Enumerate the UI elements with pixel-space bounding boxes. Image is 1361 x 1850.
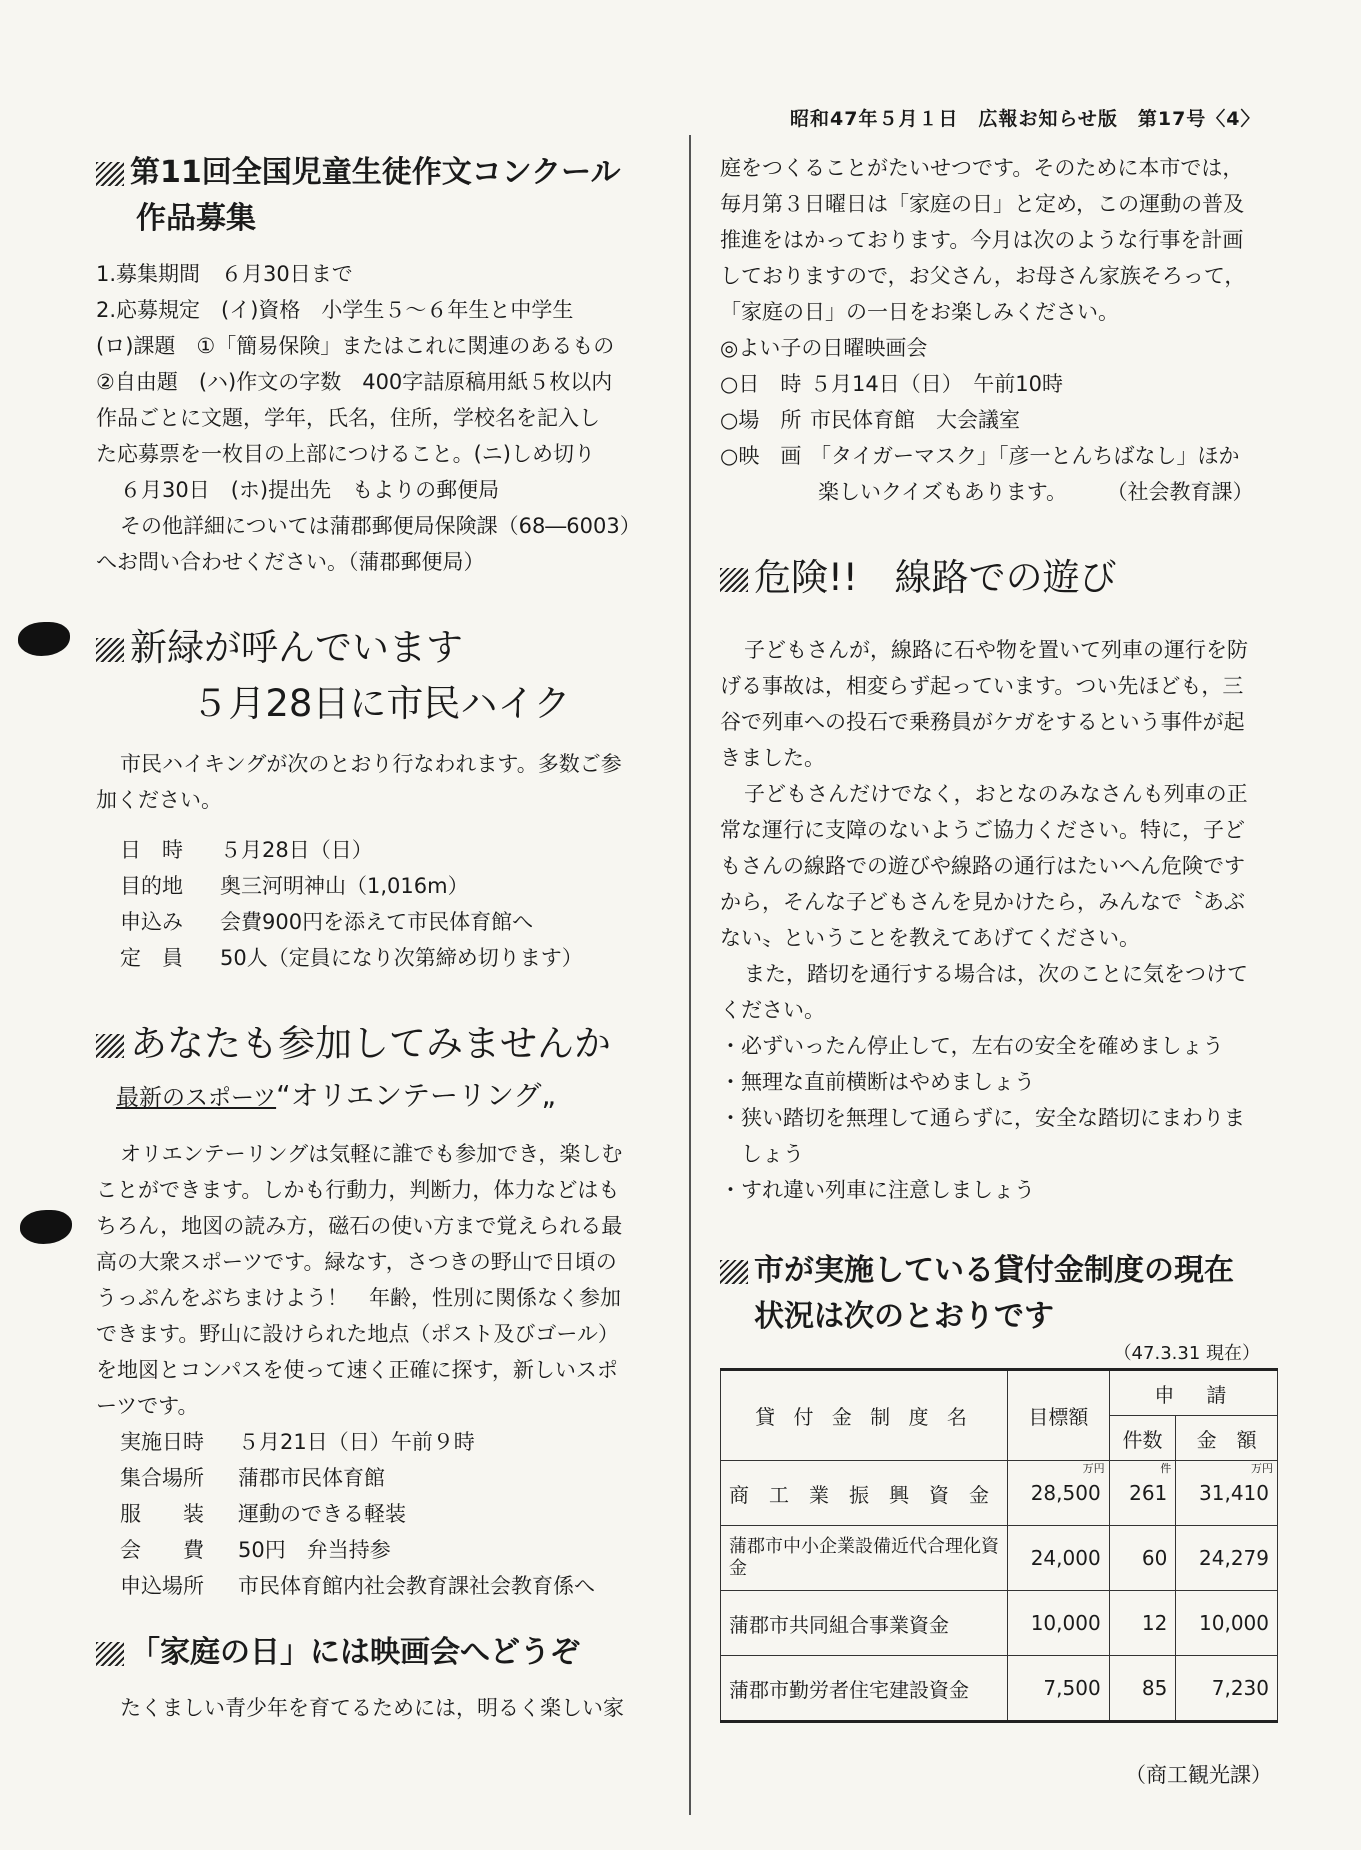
loan-count: 85 (1109, 1656, 1176, 1722)
family-day-line: 毎月第３日曜日は「家庭の日」と定め，この運動の普及 (720, 192, 1245, 216)
family-day-credit: （社会教育課） (1117, 480, 1254, 504)
orienteering-subtitle: “オリエンテーリング„ (276, 1079, 556, 1112)
railway-bullet: ・無理な直前横断はやめましょう (720, 1070, 1035, 1094)
header-target: 目標額 (1008, 1370, 1110, 1461)
loan-target: 10,000 (1008, 1591, 1110, 1656)
railway-bullet: ・必ずいったん停止して，左右の安全を確めましょう (720, 1034, 1224, 1058)
composition-line: へお問い合わせください。（蒲郡郵便局） (96, 550, 485, 574)
family-day-lead: たくましい青少年を育てるためには，明るく楽しい家 (120, 1696, 624, 1720)
orienteering-detail-row: 申込場所 市民体育館内社会教育課社会教育係へ (120, 1574, 595, 1598)
hike-intro: 市民ハイキングが次のとおり行なわれます。多数ご参 (120, 752, 622, 776)
loans-article (720, 1248, 1280, 1793)
orienteering-line: うっぷんをぶちまけよう！ 年齢，性別に関係なく参加 (96, 1286, 621, 1310)
header-amount: 金 額 (1176, 1416, 1278, 1461)
header-name: 貸 付 金 制 度 名 (721, 1370, 1008, 1461)
family-day-title: 「家庭の日」には映画会へどうぞ (130, 1635, 580, 1670)
railway-title: 危険!! 線路での遊び (754, 556, 1117, 599)
loan-count: 件 261 (1109, 1461, 1176, 1526)
railway-line: ない〟ということを教えてあげてください。 (720, 926, 1140, 950)
family-day-line: 庭をつくることがたいせつです。そのために本市では， (720, 156, 1244, 180)
unit-label: 万円 (1082, 1462, 1105, 1475)
railway-line: から，そんな子どもさんを見かけたら，みんなで〝あぶ (720, 890, 1245, 914)
orienteering-title: あなたも参加してみませんか (130, 1022, 611, 1065)
railway-bullet: しょう (720, 1142, 804, 1166)
loan-name: 商 工 業 振 興 資 金 (721, 1461, 1008, 1526)
railway-line: ください。 (720, 998, 825, 1022)
composition-line: 2.応募規定 (イ)資格 小学生５～６年生と中学生 (96, 298, 574, 322)
right-column (720, 150, 1280, 1793)
loan-name: 蒲郡市勤労者住宅建設資金 (721, 1656, 1008, 1722)
orienteering-line: を地図とコンパスを使って速く正確に探す，新しいスポ (96, 1358, 618, 1382)
hike-detail-row: 申込み 会費900円を添えて市民体育館へ (120, 910, 534, 934)
orienteering-detail-row: 会 費 50円 弁当持参 (120, 1538, 391, 1562)
composition-line: その他詳細については蒲郡郵便局保険課（68―6003） (120, 514, 641, 538)
orienteering-detail-row: 服 装 運動のできる軽装 (120, 1502, 406, 1526)
hike-intro: 加ください。 (96, 788, 222, 812)
left-column (96, 150, 666, 1726)
loan-target: 7,500 (1008, 1656, 1110, 1722)
railway-line: きました。 (720, 746, 825, 770)
composition-line: ６月30日 (ホ)提出先 もよりの郵便局 (120, 478, 500, 502)
railway-line: 子どもさんが，線路に石や物を置いて列車の運行を防 (744, 638, 1248, 662)
hike-subtitle: ５月28日に市民ハイク (191, 682, 571, 725)
loan-amount: 万円 31,410 (1176, 1461, 1278, 1526)
family-day-line: 推進をはかっております。今月は次のような行事を計画 (720, 228, 1244, 252)
railway-line: もさんの線路での遊びや線路の通行はたいへん危険です (720, 854, 1245, 878)
railway-line: げる事故は，相変らず起っています。つい先ほども，三 (720, 674, 1244, 698)
orienteering-detail-row: 集合場所 蒲郡市民体育館 (120, 1466, 385, 1490)
loans-title: 市が実施している貸付金制度の現在 (754, 1253, 1234, 1288)
loan-amount: 7,230 (1176, 1656, 1278, 1722)
hike-article (96, 620, 666, 976)
event-row: ○日 時 ５月14日（日） 午前10時 (720, 372, 1063, 396)
hike-title: 新緑が呼んでいます (130, 626, 463, 669)
event-title: ◎よい子の日曜映画会 (720, 336, 928, 360)
header-applied: 申 請 (1109, 1370, 1277, 1416)
hike-detail-row: 目的地 奥三河明神山（1,016m） (120, 874, 469, 898)
composition-line: 1.募集期間 ６月30日まで (96, 262, 353, 286)
railway-line: また，踏切を通行する場合は，次のことに気をつけて (744, 962, 1248, 986)
event-note: 楽しいクイズもあります。 （社会教育課） (818, 480, 1254, 504)
family-day-line: 「家庭の日」の一日をお楽しみください。 (720, 300, 1119, 324)
hike-detail-row: 日 時 ５月28日（日） (120, 838, 373, 862)
orienteering-label: 最新のスポーツ (116, 1085, 277, 1111)
railway-article (720, 550, 1280, 1208)
hike-detail-row: 定 員 50人（定員になり次第締め切ります） (120, 946, 583, 970)
loans-subtitle: 状況は次のとおりです (754, 1299, 1054, 1334)
heading-hatch-icon (96, 638, 124, 662)
orienteering-line: ーツです。 (96, 1394, 199, 1418)
loan-name: 蒲郡市中小企業設備近代合理化資金 (721, 1526, 1008, 1591)
ink-blot (18, 622, 70, 656)
orienteering-line: ことができます。しかも行動力，判断力，体力などはも (96, 1178, 620, 1202)
unit-label: 件 (1160, 1462, 1172, 1475)
heading-hatch-icon (96, 1034, 124, 1058)
event-row: ○映 画 「タイガーマスク」「彦一とんちばなし」ほか (720, 444, 1240, 468)
loans-as-of: （47.3.31 現在） (1113, 1343, 1260, 1364)
header-count: 件数 (1109, 1416, 1176, 1461)
family-day-continued (720, 150, 1280, 510)
loan-amount: 10,000 (1176, 1591, 1278, 1656)
loans-table (720, 1368, 1278, 1723)
loan-amount: 24,279 (1176, 1526, 1278, 1591)
orienteering-detail-row: 実施日時 ５月21日（日）午前９時 (120, 1430, 475, 1454)
table-header-row (721, 1370, 1278, 1416)
table-row (721, 1591, 1278, 1656)
composition-subtitle: 作品募集 (136, 201, 256, 236)
column-divider (689, 135, 691, 1815)
composition-title: 第11回全国児童生徒作文コンクール (130, 155, 621, 190)
table-row (721, 1656, 1278, 1722)
table-row (721, 1526, 1278, 1591)
orienteering-line: オリエンテーリングは気軽に誰でも参加でき，楽しむ (120, 1142, 623, 1166)
orienteering-line: 高の大衆スポーツです。緑なす，さつきの野山で日頃の (96, 1250, 617, 1274)
ink-blot (20, 1210, 72, 1244)
heading-hatch-icon (96, 1642, 124, 1666)
loan-target: 万円 28,500 (1008, 1461, 1110, 1526)
family-day-line: しておりますので，お父さん，お母さん家族そろって， (720, 264, 1246, 288)
page-header: 昭和47年５月１日 広報お知らせ版 第17号〈4〉 (790, 108, 1261, 130)
orienteering-line: できます。野山に設けられた地点（ポスト及びゴール） (96, 1322, 619, 1346)
composition-line: 作品ごとに文題，学年，氏名，住所，学校名を記入し (96, 406, 600, 430)
family-day-article (96, 1630, 666, 1726)
heading-hatch-icon (720, 1260, 748, 1284)
loan-count: 60 (1109, 1526, 1176, 1591)
railway-bullet: ・すれ違い列車に注意しましょう (720, 1178, 1035, 1202)
loan-target: 24,000 (1008, 1526, 1110, 1591)
loan-name: 蒲郡市共同組合事業資金 (721, 1591, 1008, 1656)
railway-line: 子どもさんだけでなく，おとなのみなさんも列車の正 (744, 782, 1248, 806)
railway-line: 常な運行に支障のないようご協力ください。特に，子ど (720, 818, 1245, 842)
unit-label: 万円 (1251, 1462, 1273, 1475)
composition-article (96, 150, 666, 580)
composition-line: ②自由題 (ハ)作文の字数 400字詰原稿用紙５枚以内 (96, 370, 613, 394)
composition-line: (ロ)課題 ①「簡易保険」またはこれに関連のあるもの (96, 334, 615, 358)
loans-credit: （商工観光課） (1125, 1763, 1272, 1787)
composition-line: た応募票を一枚目の上部につけること。(ニ)しめ切り (96, 442, 595, 466)
event-row: ○場 所 市民体育館 大会議室 (720, 408, 1020, 432)
railway-line: 谷で列車への投石で乗務員がケガをするという事件が起 (720, 710, 1245, 734)
orienteering-article (96, 1016, 666, 1604)
heading-hatch-icon (720, 568, 748, 592)
railway-bullet: ・狭い踏切を無理して通らずに，安全な踏切にまわりま (720, 1106, 1245, 1130)
table-row (721, 1461, 1278, 1526)
orienteering-line: ちろん，地図の読み方，磁石の使い方まで覚えられる最 (96, 1214, 623, 1238)
loan-count: 12 (1109, 1591, 1176, 1656)
heading-hatch-icon (96, 162, 124, 186)
